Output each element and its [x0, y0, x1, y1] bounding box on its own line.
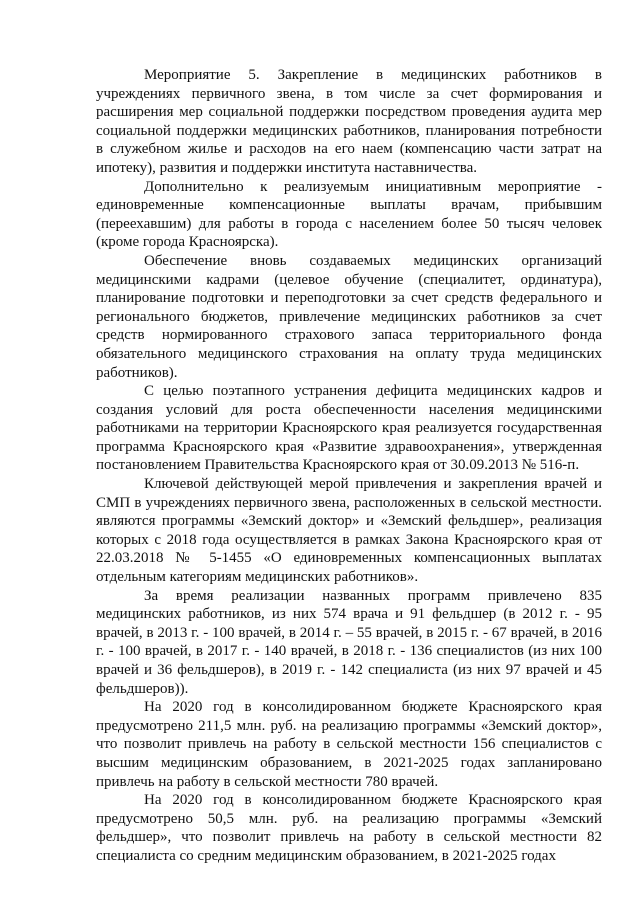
paragraph-measure-5: Мероприятие 5. Закрепление в медицинских работников в учреждениях первичного звена, в том числе за счет формирования и расширения мер социальной поддержки посредством проведения аудита мер социальной поддержки медицинских работников, планирования потребности в служебном жилье и расходов на его наем (компенсацию части затрат на ипотеку), развития и поддержки института наставничества. — [96, 67, 602, 176]
paragraph-compensation-payments: Дополнительно к реализуемым инициативным мероприятие - единовременные компенсационные выплаты врачам, прибывшим (переехавшим) для работы в города с населением более 50 тысяч человек (кроме города Красноярска). — [96, 178, 602, 251]
paragraph-zemsky-doctor-budget: На 2020 год в консолидированном бюджете Красноярского края предусмотрено 211,5 млн. руб. на реализацию программы «Земский доктор», что позволит привлечь на работу в сельской местности 156 специалистов с высшим медицинским образованием, в 2021-2025 годах запланировано привлечь на работу в сельской местности 780 врачей. — [96, 699, 602, 790]
document-body — [96, 66, 602, 866]
paragraph-state-program: С целью поэтапного устранения дефицита медицинских кадров и создания условий для роста обеспеченности населения медицинскими работниками на территории Красноярского края реализуется государственная программа Красноярского края «Развитие здравоохранения», утвержденная постановлением Правительства Красноярского края от 30.09.2013 № 516-п. — [96, 383, 602, 474]
paragraph-zemsky-feldsher-budget: На 2020 год в консолидированном бюджете Красноярского края предусмотрено 50,5 млн. руб. на реализацию программы «Земский фельдшер», что позволит привлечь на работу в сельской местности 82 специалиста со средним медицинским образованием, в 2021-2025 годах — [96, 792, 602, 864]
paragraph-staffing-new-organizations: Обеспечение вновь создаваемых медицинских организаций медицинскими кадрами (целевое обучение (специалитет, ординатура), планирование подготовки и переподготовки за счет средств федерального и регионального бюджетов, привлечение медицинских работников за счет средств нормированного страхового запаса территориального фонда обязательного медицинского страхования на оплату труда медицинских работников). — [96, 252, 602, 381]
paragraph-zemsky-programs: Ключевой действующей мерой привлечения и закрепления врачей и СМП в учреждениях первичного звена, расположенных в сельской местности. являются программы «Земский доктор» и «Земский фельдшер», реализация которых с 2018 года осуществляется в рамках Закона Красноярского края от 22.03.2018 № 5-1455 «О единовременных компенсационных выплатах отдельным категориям медицинских работников». — [96, 476, 602, 586]
paragraph-recruitment-statistics: За время реализации названных программ привлечено 835 медицинских работников, из них 574 врача и 91 фельдшер (в 2012 г. - 95 врачей, в 2013 г. - 100 врачей, в 2014 г. – 55 врачей, в 2015 г. - 67 врачей, в 2016 г. - 100 врачей, в 2017 г. - 140 врачей, в 2018 г. - 136 специалистов (из них 100 врачей и 36 фельдшеров), в 2019 г. - 142 специалиста (из них 97 врачей и 45 фельдшеров)). — [96, 587, 602, 697]
